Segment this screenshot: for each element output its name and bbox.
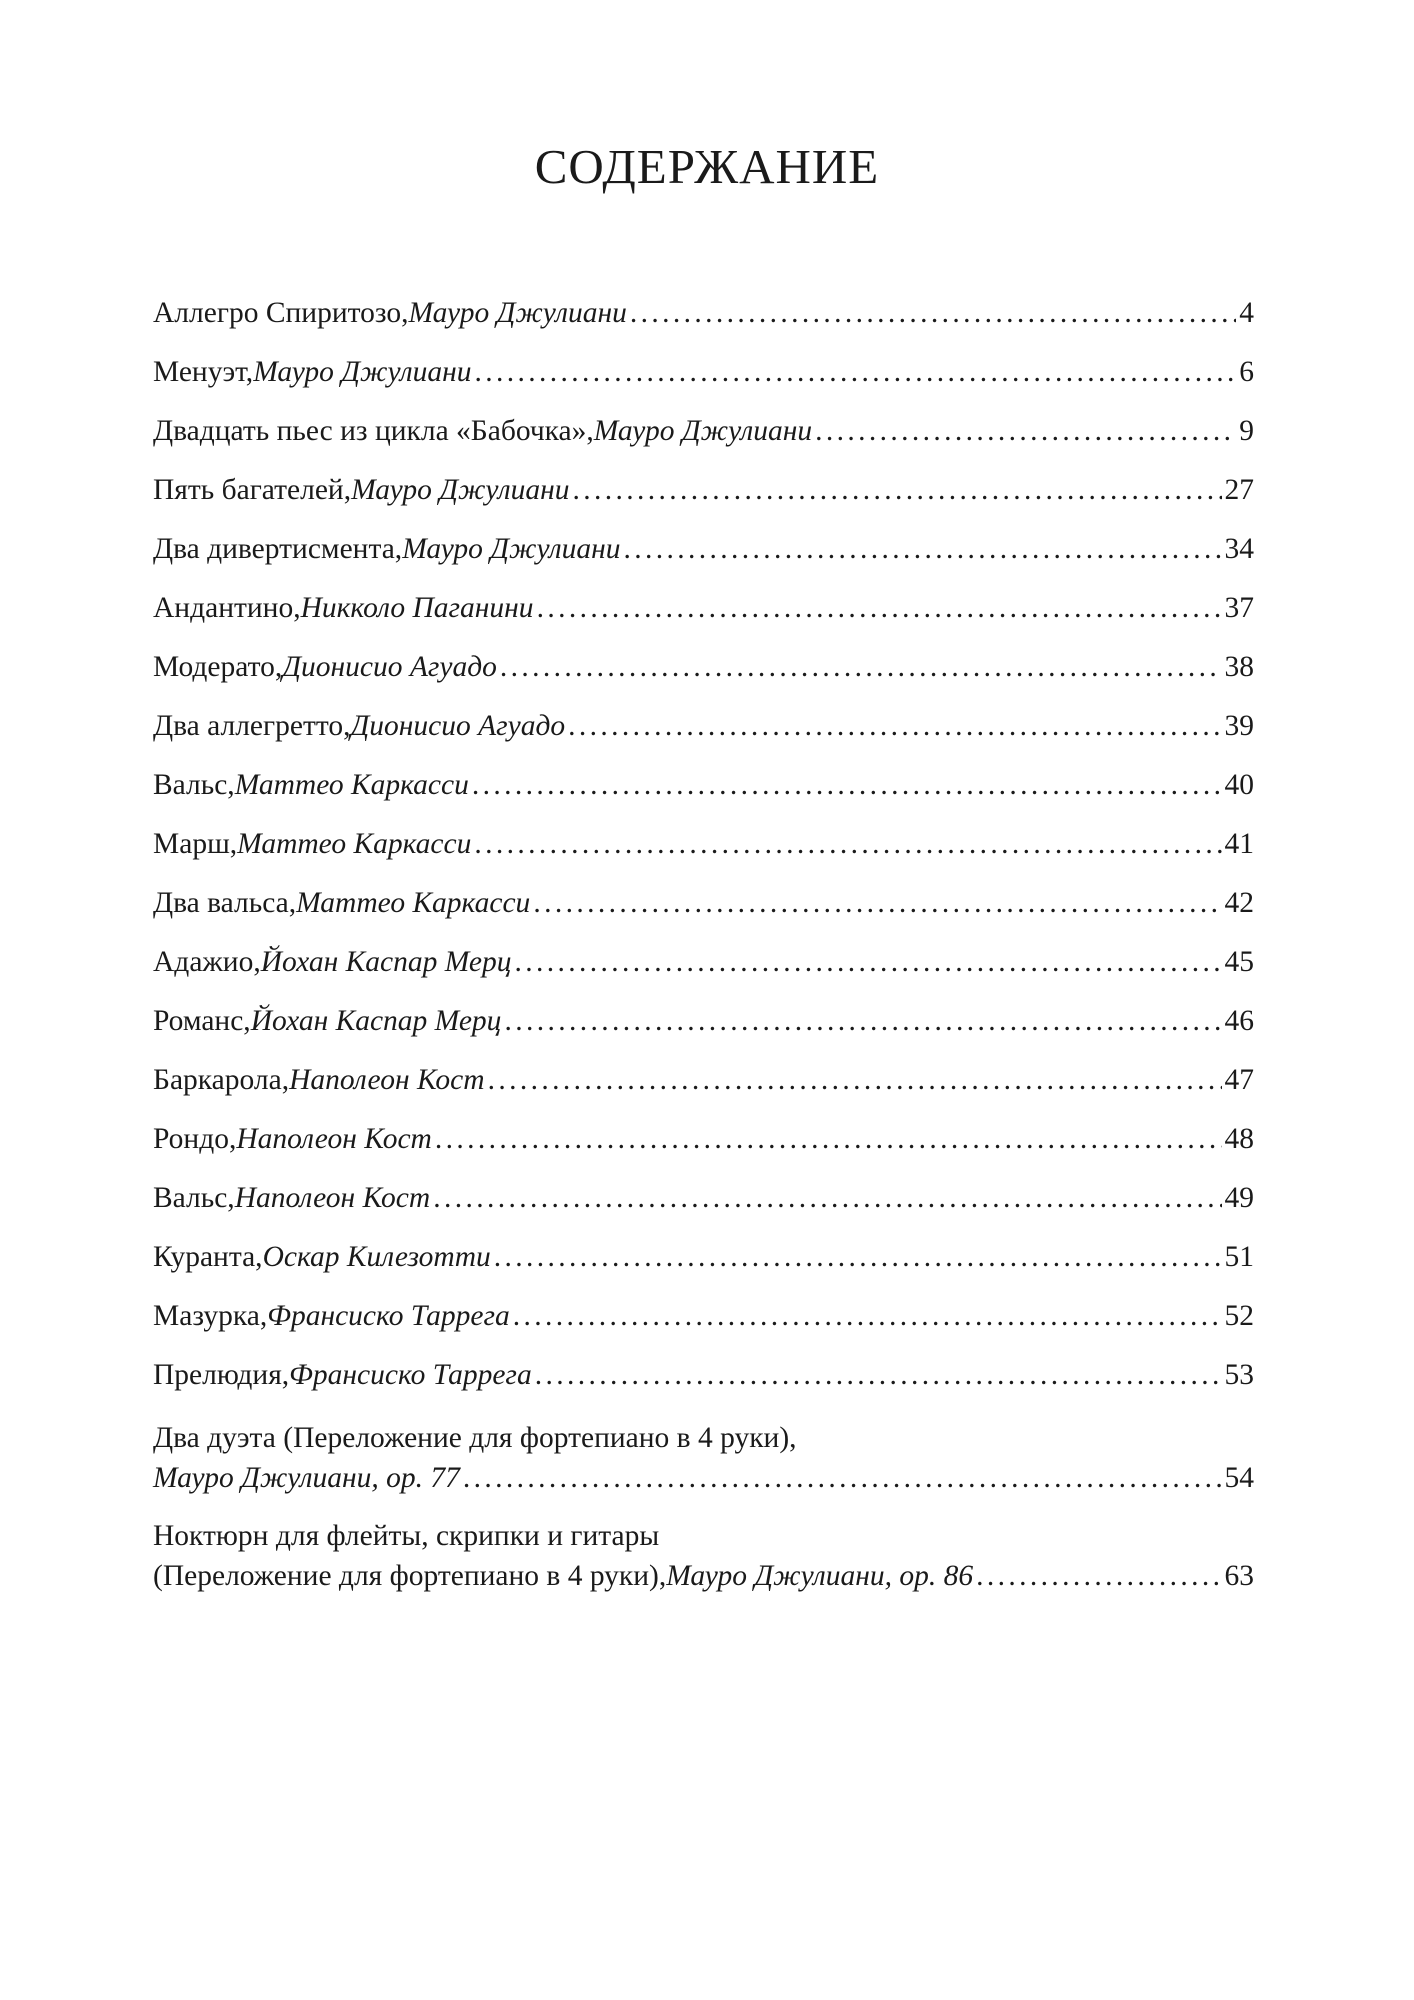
entry-author: Наполеон Кост (236, 1123, 432, 1155)
entry-title: Куранта, (153, 1241, 263, 1273)
entry-author: Мауро Джулиани (402, 533, 621, 565)
leader-dots (624, 529, 1222, 569)
leader-dots (435, 1119, 1222, 1159)
entry-page: 34 (1224, 533, 1254, 565)
entry-title: Вальс, (153, 1182, 235, 1214)
entry-page: 45 (1224, 946, 1254, 978)
toc-entry[interactable] (153, 824, 1254, 864)
entry-page: 49 (1224, 1182, 1254, 1214)
entry-title-first-line: Ноктюрн для флейты, скрипки и гитары (153, 1520, 660, 1552)
toc-entry[interactable] (153, 352, 1254, 392)
entry-title: Марш, (153, 828, 238, 860)
entry-author: Дионисио Агуадо (282, 651, 497, 683)
toc-entry[interactable] (153, 470, 1254, 510)
leader-dots (976, 1556, 1221, 1596)
entry-page: 27 (1224, 474, 1254, 506)
entry-title: Два аллегретто, (153, 710, 351, 742)
leader-dots (463, 1458, 1222, 1498)
leader-dots (433, 1178, 1221, 1218)
entry-title: Пять багателей, (153, 474, 352, 506)
entry-page: 52 (1224, 1300, 1254, 1332)
entry-author: Маттео Каркасси (296, 887, 531, 919)
entry-page: 48 (1224, 1123, 1254, 1155)
entry-page: 63 (1224, 1560, 1254, 1592)
entry-page: 47 (1224, 1064, 1254, 1096)
toc-entry[interactable] (153, 588, 1254, 628)
toc-entry[interactable] (153, 765, 1254, 805)
toc-entry-multiline[interactable] (153, 1516, 1254, 1596)
entry-title: Модерато, (153, 651, 283, 683)
page-title: СОДЕРЖАНИЕ (534, 139, 880, 194)
entry-page: 6 (1239, 356, 1254, 388)
entry-author: Дионисио Агуадо (350, 710, 566, 742)
toc-entry[interactable] (153, 293, 1254, 333)
entry-author: Мауро Джулиани, ор. 86 (666, 1560, 974, 1592)
entry-author: Йохан Каспар Мерц (250, 1005, 502, 1037)
leader-dots (500, 647, 1222, 687)
entry-page: 51 (1224, 1241, 1254, 1273)
toc-entry[interactable] (153, 1060, 1254, 1100)
leader-dots (488, 1060, 1222, 1100)
entry-page: 38 (1224, 651, 1254, 683)
leader-dots (494, 1237, 1222, 1277)
entry-title: Вальс, (153, 769, 235, 801)
leader-dots (630, 293, 1236, 333)
entry-title: Андантино, (153, 592, 301, 624)
entry-page: 54 (1224, 1462, 1254, 1494)
entry-author: Франсиско Таррега (267, 1300, 510, 1332)
entry-title: Прелюдия, (153, 1359, 290, 1391)
leader-dots (572, 470, 1221, 510)
entry-page: 4 (1239, 297, 1254, 329)
toc-entry[interactable] (153, 1119, 1254, 1159)
entry-page: 40 (1224, 769, 1254, 801)
entry-page: 41 (1224, 828, 1254, 860)
entry-author: Наполеон Кост (289, 1064, 485, 1096)
entry-page: 53 (1224, 1359, 1254, 1391)
entry-title: Баркарола, (153, 1064, 290, 1096)
toc-entry[interactable] (153, 411, 1254, 451)
entry-title: Рондо, (153, 1123, 237, 1155)
leader-dots (513, 1296, 1222, 1336)
entry-author: Маттео Каркасси (237, 828, 472, 860)
toc-entry[interactable] (153, 706, 1254, 746)
leader-dots (535, 1355, 1222, 1395)
entry-page: 46 (1224, 1005, 1254, 1037)
entry-title: (Переложение для фортепиано в 4 руки), (153, 1560, 667, 1592)
leader-dots (475, 352, 1237, 392)
toc-entry[interactable] (153, 1296, 1254, 1336)
entry-author: Никколо Паганини (300, 592, 534, 624)
toc-entry[interactable] (153, 1178, 1254, 1218)
entry-author: Мауро Джулиани (253, 356, 472, 388)
toc-entry[interactable] (153, 1001, 1254, 1041)
entry-page: 37 (1224, 592, 1254, 624)
entry-title: Менуэт, (153, 356, 254, 388)
entry-author: Мауро Джулиани (593, 415, 813, 447)
entry-title: Два дивертисмента, (153, 533, 403, 565)
toc-entry[interactable] (153, 529, 1254, 569)
leader-dots (504, 1001, 1221, 1041)
entry-title: Двадцать пьес из цикла «Бабочка», (153, 415, 594, 447)
entry-author: Мауро Джулиани, ор. 77 (153, 1462, 460, 1494)
entry-title: Мазурка, (153, 1300, 268, 1332)
leader-dots (815, 411, 1236, 451)
entry-author: Франсиско Таррега (289, 1359, 532, 1391)
entry-author: Мауро Джулиани (351, 474, 570, 506)
entry-author: Маттео Каркасси (234, 769, 469, 801)
toc-entry-multiline[interactable] (153, 1418, 1254, 1498)
toc-entry[interactable] (153, 647, 1254, 687)
entry-title: Аллегро Спиритозо, (153, 297, 409, 329)
entry-page: 9 (1239, 415, 1254, 447)
leader-dots (514, 942, 1221, 982)
leader-dots (537, 588, 1222, 628)
leader-dots (568, 706, 1221, 746)
leader-dots (474, 824, 1221, 864)
entry-author: Оскар Килезотти (262, 1241, 491, 1273)
entry-page: 39 (1224, 710, 1254, 742)
entry-title: Два вальса, (153, 887, 297, 919)
toc-entry[interactable] (153, 1355, 1254, 1395)
entry-author: Наполеон Кост (234, 1182, 431, 1214)
entry-title: Адажио, (153, 946, 261, 978)
leader-dots (533, 883, 1221, 923)
entry-title: Романс, (153, 1005, 251, 1037)
entry-author: Мауро Джулиани (408, 297, 627, 329)
leader-dots (472, 765, 1222, 805)
toc-entry[interactable] (153, 1237, 1254, 1277)
entry-title-first-line: Два дуэта (Переложение для фортепиано в 4 руки), (153, 1422, 797, 1454)
toc-entry[interactable] (153, 942, 1254, 982)
entry-page: 42 (1224, 887, 1254, 919)
toc-entry[interactable] (153, 883, 1254, 923)
entry-author: Йохан Каспар Мерц (260, 946, 512, 978)
